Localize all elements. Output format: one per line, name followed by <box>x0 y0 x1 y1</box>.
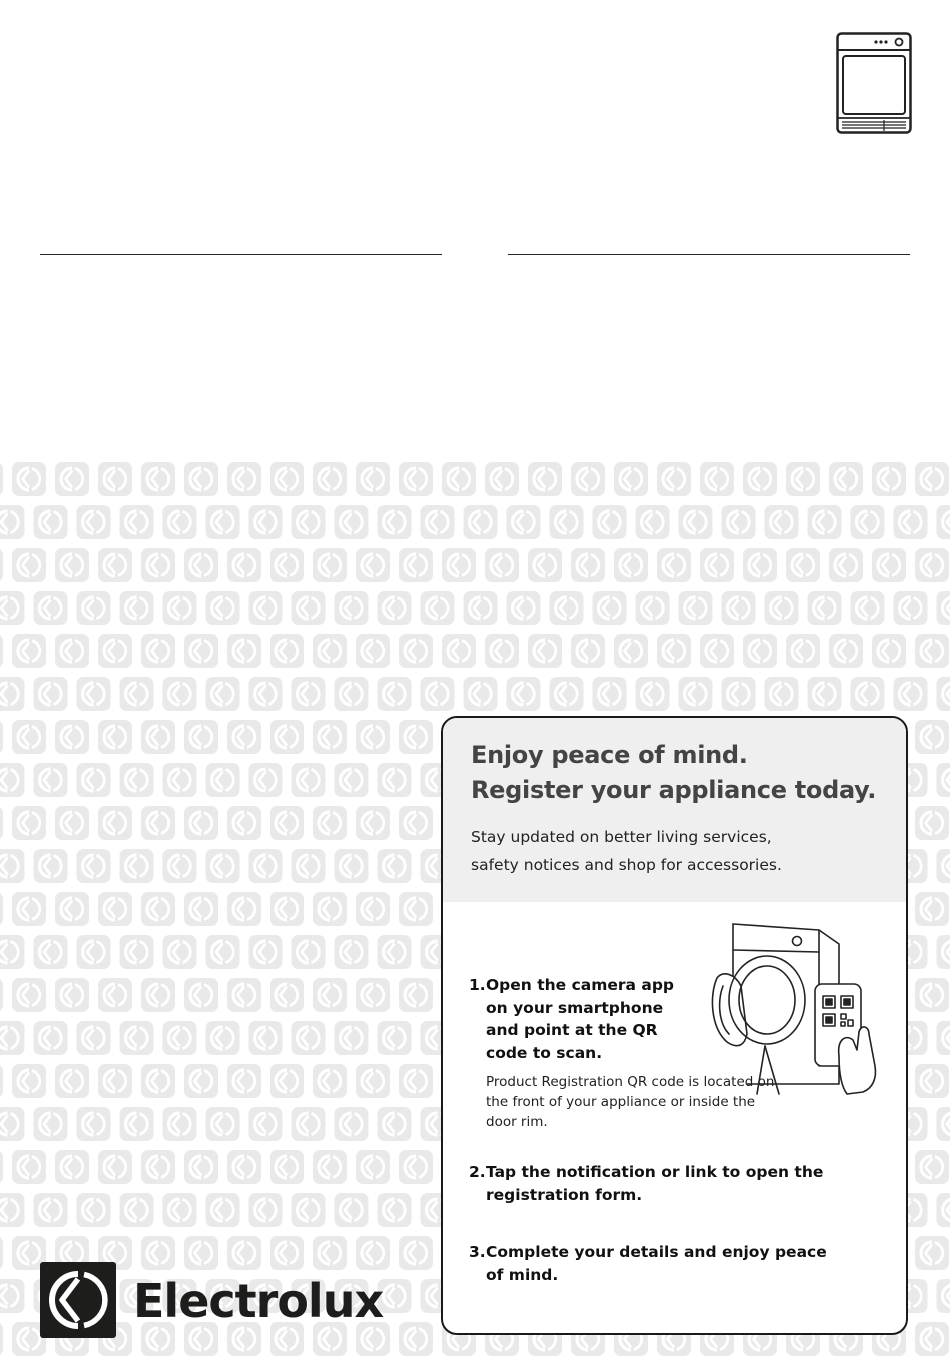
card-title <box>471 738 906 808</box>
step-3-text: Complete your details and enjoy peace of mind. <box>486 1243 827 1284</box>
electrolux-logo-icon <box>40 1262 116 1338</box>
card-subtitle-line1: Stay updated on better living services, <box>471 828 772 846</box>
step-2-text: Tap the notification or link to open the registration form. <box>486 1163 824 1204</box>
washer-phone-qr-illustration <box>707 916 887 1096</box>
card-title-line2: Register your appliance today. <box>471 776 877 804</box>
divider-right <box>508 254 910 255</box>
divider-left <box>40 254 442 255</box>
card-subtitle-line2: safety notices and shop for accessories. <box>471 856 782 874</box>
card-subtitle <box>471 823 906 879</box>
step-3 <box>469 1241 849 1286</box>
card-header <box>443 718 906 902</box>
card-title-line1: Enjoy peace of mind. <box>471 741 748 769</box>
qr-location-note: Product Registration QR code is located on the front of your appliance or inside the door rim. <box>486 1074 775 1130</box>
tumble-dryer-icon <box>836 32 912 134</box>
registration-card <box>441 716 908 1335</box>
step-3-number: 3. <box>469 1243 486 1261</box>
brand-name: Electrolux <box>133 1274 384 1328</box>
step-1-number: 1. <box>469 976 486 994</box>
step-2-number: 2. <box>469 1163 486 1181</box>
step-2 <box>469 1161 849 1206</box>
step-1-text: Open the camera app on your smartphone and point at the QR code to scan. <box>486 976 675 1062</box>
step-1 <box>469 974 689 1064</box>
